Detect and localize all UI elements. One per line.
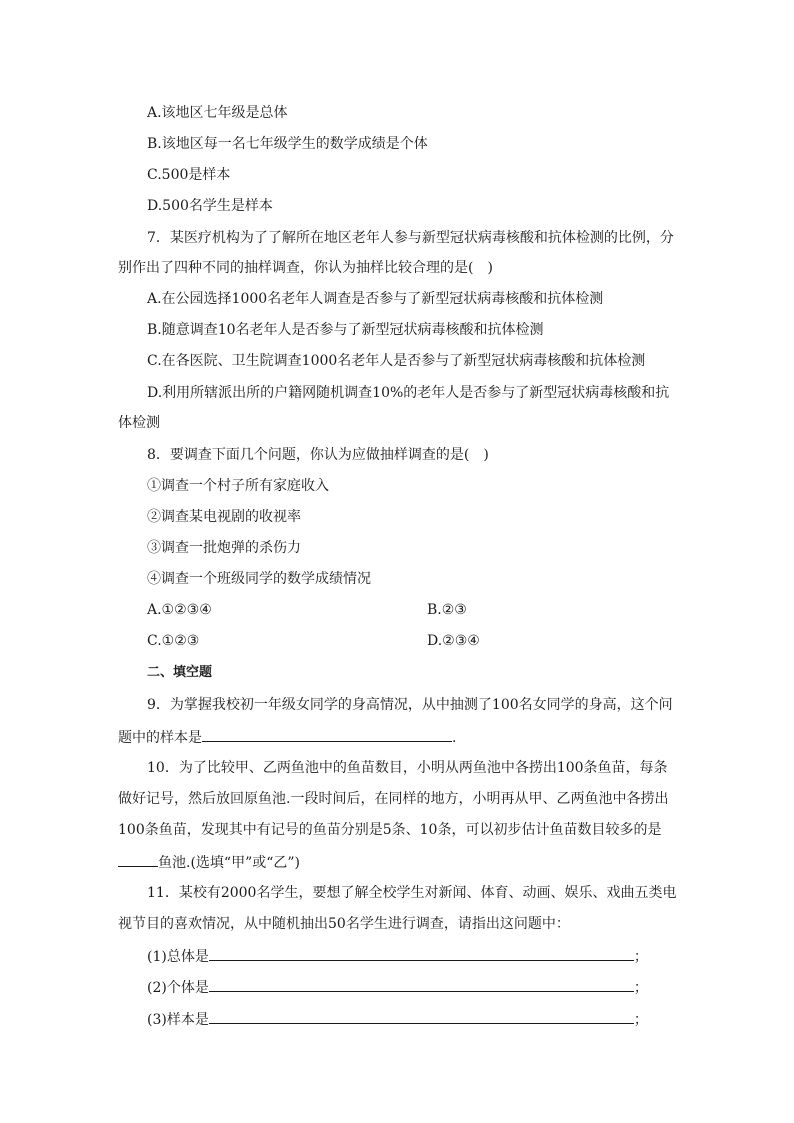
q11-part-1-label: (1)总体是 [147,949,209,965]
q11-part-2-blank[interactable] [209,976,634,992]
q10-stem-line2: 做好记号，然后放回原鱼池.一段时间后，在同样的地方，小明再从甲、乙两鱼池中各捞出 [118,791,669,807]
q8-option-c: C.①②③ [147,633,200,649]
q9-suffix: . [452,730,457,746]
q7-option-a: A.在公园选择1000名老年人调查是否参与了新型冠状病毒核酸和抗体检测 [147,291,604,307]
q6-option-b: B.该地区每一名七年级学生的数学成绩是个体 [147,136,428,152]
q9-prefix: 题中的样本是 [118,730,202,746]
q7-option-d-cont: 体检测 [118,415,160,431]
q9-stem-line2 [118,726,456,748]
q8-item-1: ①调查一个村子所有家庭收入 [147,478,329,494]
q6-option-c: C.500是样本 [147,167,231,183]
q11-part-1-blank[interactable] [209,945,634,961]
q8-item-2: ②调查某电视剧的收视率 [147,509,301,525]
q11-stem-line1: 11．某校有2000名学生，要想了解全校学生对新闻、体育、动画、娱乐、戏曲五类电 [147,885,677,901]
q11-part-3-suffix: ； [633,1012,648,1028]
q8-stem: 8．要调查下面几个问题，你认为应做抽样调查的是( ) [147,447,489,463]
q11-stem-line2: 视节目的喜欢情况，从中随机抽出50名学生进行调查，请指出这问题中： [118,916,570,932]
section-title: 二、填空题 [147,665,213,680]
q9-answer-blank[interactable] [202,726,452,742]
q11-part-3 [147,1008,648,1030]
q10-answer-blank[interactable] [118,851,158,867]
q8-option-b: B.②③ [427,602,467,618]
q10-stem-line1: 10．为了比较甲、乙两鱼池中的鱼苗数目，小明从两鱼池中各捞出100条鱼苗，每条 [147,760,668,776]
q10-stem-line3: 100条鱼苗，发现其中有记号的鱼苗分别是5条、10条，可以初步估计鱼苗数目较多的是 [118,822,662,838]
q7-stem-line1: 7．某医疗机构为了了解所在地区老年人参与新型冠状病毒核酸和抗体检测的比例，分 [147,230,674,246]
q8-item-4: ④调查一个班级同学的数学成绩情况 [147,571,371,587]
q11-part-2 [147,976,648,998]
q6-option-a: A.该地区七年级是总体 [147,105,288,121]
q10-stem-line4 [118,851,300,873]
q11-part-1 [147,945,648,967]
q11-part-3-label: (3)样本是 [147,1012,209,1028]
q7-option-d: D.利用所辖派出所的户籍网随机调查10%的老年人是否参与了新型冠状病毒核酸和抗 [147,385,670,401]
q8-option-d: D.②③④ [427,633,480,649]
q9-stem-line1: 9．为掌握我校初一年级女同学的身高情况，从中抽测了100名女同学的身高，这个问 [147,697,673,713]
q7-option-b: B.随意调查10名老年人是否参与了新型冠状病毒核酸和抗体检测 [147,322,544,338]
q7-option-c: C.在各医院、卫生院调查1000名老年人是否参与了新型冠状病毒核酸和抗体检测 [147,353,646,369]
q8-item-3: ③调查一批炮弹的杀伤力 [147,540,301,556]
q11-part-3-blank[interactable] [209,1008,634,1024]
q7-stem-line2: 别作出了四种不同的抽样调查，你认为抽样比较合理的是( ) [118,260,493,276]
q11-part-2-suffix: ； [633,980,648,996]
q11-part-2-label: (2)个体是 [147,980,209,996]
q6-option-d: D.500名学生是样本 [147,198,273,214]
q11-part-1-suffix: ； [633,949,648,965]
q10-suffix: 鱼池.(选填“甲”或“乙”) [158,855,301,871]
q8-option-a: A.①②③④ [147,602,212,618]
